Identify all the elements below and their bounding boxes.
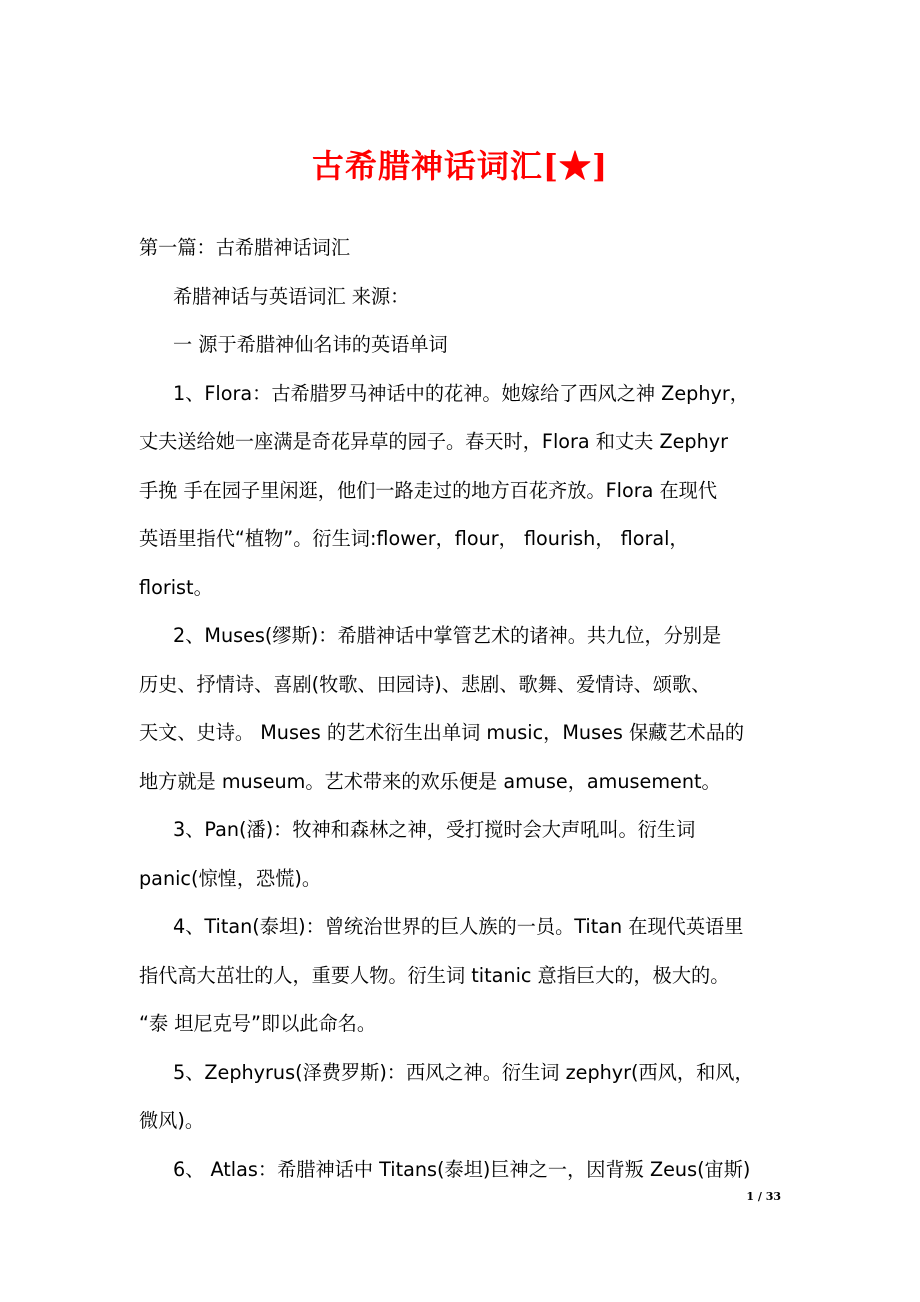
paragraph-line: florist。 (139, 575, 213, 599)
paragraph-line: panic(惊惶，恐慌)。 (139, 866, 322, 890)
section-heading: 第一篇：古希腊神话词汇 (139, 236, 351, 259)
paragraph-line: 指代高大茁壮的人，重要人物。衍生词 titanic 意指巨大的，极大的。 (139, 963, 730, 987)
document-body (139, 224, 799, 1194)
paragraph-line: 微风)。 (139, 1109, 205, 1132)
paragraph-line: 4、Titan(泰坦)：曾统治世界的巨人族的一员。Titan 在现代英语里 (173, 915, 744, 938)
paragraph-line: 丈夫送给她一座满是奇花异草的园子。春天时，Flora 和丈夫 Zephyr (139, 430, 728, 453)
paragraph-line: “泰 坦尼克号”即以此命名。 (139, 1012, 377, 1035)
paragraph-line: 1、Flora：古希腊罗马神话中的花神。她嫁给了西风之神 Zephyr， (173, 381, 749, 405)
paragraph-line: 3、Pan(潘)：牧神和森林之神，受打搅时会大声吼叫。衍生词 (173, 818, 696, 841)
source-line: 希腊神话与英语词汇 来源： (173, 284, 410, 308)
page-number: 1 / 33 (746, 1190, 781, 1203)
paragraph-line: 5、Zephyrus(泽费罗斯)：西风之神。衍生词 zephyr(西风，和风， (173, 1060, 754, 1084)
paragraph-line: 天文、史诗。 Muses 的艺术衍生出单词 music，Muses 保藏艺术品的 (139, 721, 745, 744)
paragraph-line: 手挽 手在园子里闲逛，他们一路走过的地方百花齐放。Flora 在现代 (139, 478, 718, 502)
paragraph-line: 历史、抒情诗、喜剧(牧歌、田园诗)、悲剧、歌舞、爱情诗、颂歌、 (139, 672, 711, 696)
paragraph-line: 2、Muses(缪斯)：希腊神话中掌管艺术的诸神。共九位，分别是 (173, 624, 722, 647)
paragraph-line: 6、 Atlas：希腊神话中 Titans(泰坦)巨神之一，因背叛 Zeus(宙斯) (173, 1157, 751, 1181)
document-title: 古希腊神话词汇[★] (311, 147, 609, 185)
paragraph-line: 英语里指代“植物”。衍生词:flower，flour， flourish， floral， (139, 527, 689, 550)
paragraph-line: 地方就是 museum。艺术带来的欢乐便是 amuse，amusement。 (139, 769, 721, 793)
subsection-heading: 一 源于希腊神仙名讳的英语单词 (173, 333, 448, 356)
